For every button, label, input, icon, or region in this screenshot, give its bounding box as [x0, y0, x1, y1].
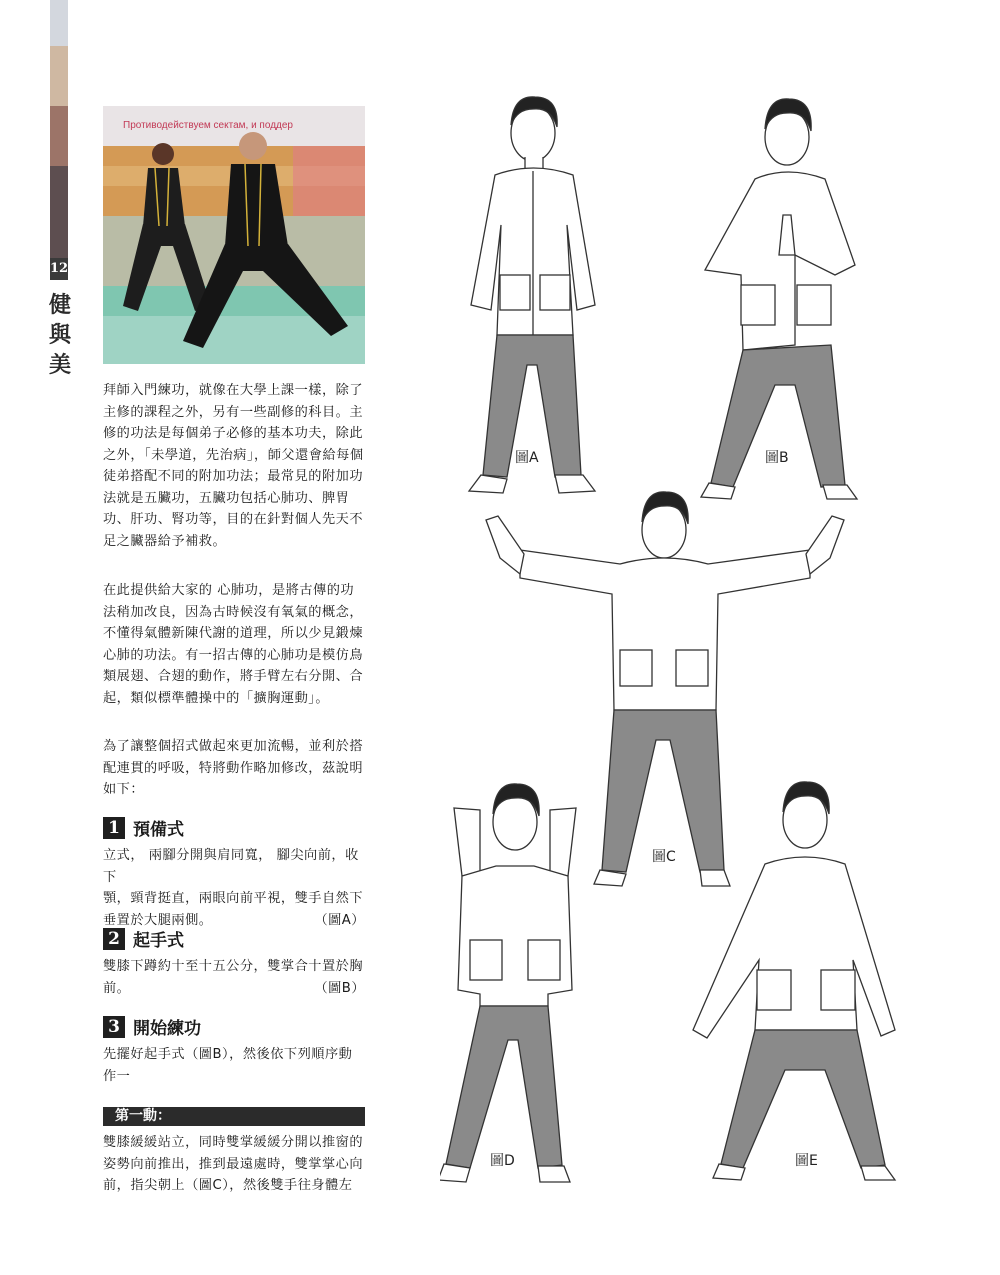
intro-paragraph-3: 為了讓整個招式做起來更加流暢，並利於搭配連貫的呼吸，特將動作略加修改，茲說明如下：: [103, 739, 364, 797]
step-1-title: 預備式: [133, 820, 184, 840]
intro-paragraph-2: 在此提供給大家的 心肺功，是將古傳的功法稍加改良，因為古時候沒有氧氣的概念，不懂得氣體新陳代謝的道理，所以少見鍛煉心肺的功法。有一招古傳的心肺功是模仿鳥類展翅、合翅的動作，將手臂左右分開、合起，類似標準體操中的「擴胸運動」。: [103, 583, 364, 706]
page-number: 12: [50, 258, 68, 280]
step-1-figure-ref: （圖A）: [314, 912, 365, 928]
figure-a-label: 圖A: [515, 450, 539, 466]
step-2-figure-ref: （圖B）: [314, 980, 365, 996]
step-2-title: 起手式: [133, 931, 184, 951]
color-tab-2: [50, 46, 68, 106]
step-2-body: 雙膝下蹲約十至十五公分，雙掌合十置於胸 前。 （圖B）: [103, 956, 365, 999]
figure-a-illustration: [455, 95, 615, 505]
figure-e-illustration: [685, 780, 905, 1190]
intro-paragraph-1: 拜師入門練功，就像在大學上課一樣，除了主修的課程之外，另有一些副修的科目。主修的功法是每個弟子必修的基本功夫，除此之外，「未學道，先治病」，師父還會給每個徒弟搭配不同的附加功法；最常見的附加功法就是五臟功，五臟功包括心肺功、脾胃功、肝功、腎功等，目的在針對個人先天不足之臟器給予補救。: [103, 383, 364, 549]
figure-d-label: 圖D: [490, 1153, 515, 1169]
figure-e-label: 圖E: [795, 1153, 818, 1169]
tai-chi-photo: [103, 106, 365, 364]
photo-banner-text: Противодействуем сектам, и поддер: [123, 120, 293, 131]
step-1-heading: [103, 815, 184, 840]
section-title: 健 與 美: [49, 292, 72, 378]
step-3-body: 先擺好起手式（圖B），然後依下列順序動 作一: [103, 1047, 353, 1084]
step-1-number: 1: [103, 817, 125, 839]
figure-b-label: 圖B: [765, 450, 789, 466]
step-3-heading: [103, 1014, 201, 1039]
step-3-number: 3: [103, 1016, 125, 1038]
step-1-body: 立式， 兩腳分開與肩同寬， 腳尖向前，收下 顎，頸背挺直，兩眼向前平視，雙手自然下 垂置於大腿兩側。 （圖A）: [103, 845, 365, 931]
color-tab-1: [50, 0, 68, 46]
color-tab-4: [50, 166, 68, 266]
step-2-heading: [103, 926, 184, 951]
figure-c-label: 圖C: [652, 849, 676, 865]
step-3-title: 開始練功: [133, 1019, 201, 1039]
color-tab-3: [50, 106, 68, 166]
figure-b-illustration: [695, 95, 895, 505]
figure-d-illustration: [440, 780, 590, 1190]
step-2-number: 2: [103, 928, 125, 950]
movement-1-bar: 第一動：: [103, 1107, 365, 1126]
movement-1-body: 雙膝緩緩站立，同時雙掌緩緩分開以推窗的 姿勢向前推出，推到最遠處時，雙掌掌心向 前，指尖朝上（圖C），然後雙手往身體左: [103, 1135, 364, 1193]
